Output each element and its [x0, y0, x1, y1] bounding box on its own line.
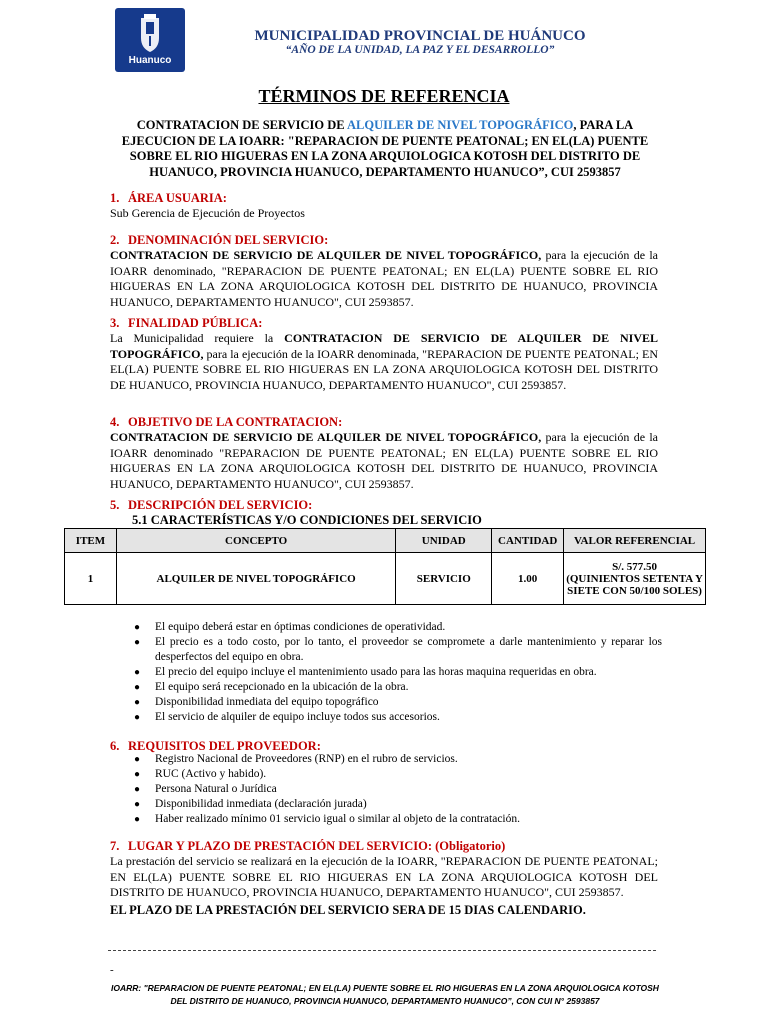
service-table: [64, 528, 706, 605]
footer-line: IOARR: "REPARACION DE PUENTE PEATONAL; EN EL(LA) PUENTE SOBRE EL RIO HIGUERAS EN LA ZONA ARQUIOLOGICA KOTOSH: [111, 983, 659, 993]
bullet-icon: ●: [134, 814, 141, 825]
footer-dash: -: [110, 964, 114, 976]
list-item: ● Haber realizado mínimo 01 servicio igual o similar al objeto de la contratación.: [134, 813, 521, 825]
table-row: [65, 553, 706, 605]
service-conditions-list: [134, 620, 662, 725]
list-item: ● El servicio de alquiler de equipo incluye todos sus accesorios.: [134, 711, 440, 723]
section-deadline: EL PLAZO DE LA PRESTACIÓN DEL SERVICIO SERA DE 15 DIAS CALENDARIO.: [110, 902, 586, 917]
page-footer: [60, 982, 710, 1008]
cell-item: 1: [65, 553, 117, 605]
bullet-icon: ●: [134, 667, 141, 678]
bullet-icon: ●: [134, 682, 141, 693]
section-area-usuaria: [110, 190, 658, 222]
section-heading: 4. OBJETIVO DE LA CONTRATACION:: [110, 415, 343, 429]
section-descripcion: [110, 497, 658, 529]
cell-concepto: ALQUILER DE NIVEL TOPOGRÁFICO: [116, 553, 395, 605]
list-item: ● Persona Natural o Jurídica: [134, 783, 277, 795]
intro-paragraph: CONTRATACION DE SERVICIO DE ALQUILER DE NIVEL TOPOGRÁFICO, PARA LA EJECUCION DE LA IOARR: "REPARACION DE PUENTE PEATONAL; EN EL(LA) PUENTE SOBRE EL RIO HIGUERAS EN LA ZONA ARQUIOLOGICA KOTOSH DEL DISTRITO DE HUANUCO, PROVINCIA HUANUCO, DEPARTAMENTO HUANUCO”, CUI 2593857: [121, 118, 649, 179]
list-item: ● El equipo será recepcionado en la ubicación de la obra.: [134, 681, 409, 693]
header-valor: VALOR REFERENCIAL: [564, 529, 706, 553]
cell-valor: [564, 553, 706, 605]
section-objetivo: [110, 414, 658, 492]
list-item: ● El equipo deberá estar en óptimas condiciones de operatividad.: [134, 621, 446, 633]
header-unidad: UNIDAD: [396, 529, 492, 553]
section-text: La Municipalidad requiere la CONTRATACION DE SERVICIO DE ALQUILER DE NIVEL TOPOGRÁFICO, para la ejecución de la IOARR denominada, "REPARACION DE PUENTE PEATONAL; EN EL(LA) PUENTE SOBRE EL RIO HIGUERAS EN LA ZONA ARQUIOLOGICA KOTOSH DEL DISTRITO DE HUANUCO, PROVINCIA HUANUCO, DEPARTAMENTO HUANUCO", CUI 2593857.: [110, 331, 658, 392]
header-concepto: CONCEPTO: [116, 529, 395, 553]
list-item: ● RUC (Activo y habido).: [134, 768, 267, 780]
header-cantidad: CANTIDAD: [492, 529, 564, 553]
document-title: TÉRMINOS DE REFERENCIA: [258, 86, 510, 106]
bullet-icon: ●: [134, 754, 141, 765]
section-heading: 6. REQUISITOS DEL PROVEEDOR:: [110, 739, 321, 753]
footer-divider: [108, 950, 656, 951]
cell-cantidad: 1.00: [492, 553, 564, 605]
section-finalidad: [110, 315, 658, 393]
list-item: ● Disponibilidad inmediata (declaración jurada): [134, 798, 367, 810]
footer-line: DEL DISTRITO DE HUANUCO, PROVINCIA HUANUCO, DEPARTAMENTO HUANUCO”, CON CUI N° 2593857: [170, 996, 600, 1006]
section-heading: 3. FINALIDAD PÚBLICA:: [110, 316, 263, 330]
logo-text: Huanuco: [128, 55, 172, 66]
table-header-row: [65, 529, 706, 553]
section-heading: 5. DESCRIPCIÓN DEL SERVICIO:: [110, 498, 313, 512]
list-item: ● El precio es a todo costo, por lo tanto, el proveedor se compromete a darle mantenimiento y reparar los desperfectos del equipo en obra.: [134, 636, 662, 663]
section-heading: 1. ÁREA USUARIA:: [110, 191, 227, 205]
bullet-icon: ●: [134, 784, 141, 795]
intro-highlight: ALQUILER DE NIVEL TOPOGRÁFICO: [347, 118, 574, 132]
section-text: La prestación del servicio se realizará en la ejecución de la IOARR, "REPARACION DE PUENTE PEATONAL; EN EL(LA) PUENTE SOBRE EL RIO HIGUERAS EN LA ZONA ARQUIOLOGICA KOTOSH DEL DISTRITO DE HUANUCO, PROVINCIA HUANUCO, DEPARTAMENTO HUANUCO", CUI 2593857.: [110, 854, 658, 899]
municipal-logo: [115, 8, 185, 72]
bullet-icon: ●: [134, 637, 141, 648]
header-item: ITEM: [65, 529, 117, 553]
subsection-heading: 5.1 CARACTERÍSTICAS Y/O CONDICIONES DEL SERVICIO: [132, 513, 482, 527]
list-item: ● El precio del equipo incluye el mantenimiento usado para las horas maquina requeridas en obra.: [134, 666, 597, 678]
bullet-icon: ●: [134, 769, 141, 780]
bullet-icon: ●: [134, 799, 141, 810]
section-text: CONTRATACION DE SERVICIO DE ALQUILER DE NIVEL TOPOGRÁFICO, para la ejecución de la IOARR denominado, "REPARACION DE PUENTE PEATONAL; EN EL(LA) PUENTE SOBRE EL RIO HIGUERAS EN LA ZONA ARQUIOLOGICA KOTOSH DEL DISTRITO DE HUANUCO, PROVINCIA HUANUCO, DEPARTAMENTO HUANUCO", CUI 2593857.: [110, 248, 658, 309]
section-denominacion: [110, 232, 658, 310]
organization-name: MUNICIPALIDAD PROVINCIAL DE HUÁNUCO: [254, 28, 586, 44]
list-item: ● Registro Nacional de Proveedores (RNP) en el rubro de servicios.: [134, 753, 458, 765]
bullet-icon: ●: [134, 622, 141, 633]
section-lugar-plazo: [110, 838, 658, 918]
section-heading: 7. LUGAR Y PLAZO DE PRESTACIÓN DEL SERVICIO: (Obligatorio): [110, 839, 506, 853]
section-heading: 2. DENOMINACIÓN DEL SERVICIO:: [110, 233, 329, 247]
section-text: CONTRATACION DE SERVICIO DE ALQUILER DE NIVEL TOPOGRÁFICO, para la ejecución de la IOARR denominado "REPARACION DE PUENTE PEATONAL; EN EL(LA) PUENTE SOBRE EL RIO HIGUERAS EN LA ZONA ARQUIOLOGICA KOTOSH DEL DISTRITO DE HUANUCO, PROVINCIA HUANUCO, DEPARTAMENTO HUANUCO", CUI 2593857.: [110, 430, 658, 491]
valor-words: (QUINIENTOS SETENTA Y SIETE CON 50/100 SOLES): [566, 572, 703, 597]
provider-requirements-list: [134, 752, 662, 827]
bullet-icon: ●: [134, 712, 141, 723]
valor-amount: S/. 577.50: [612, 560, 658, 573]
bullet-icon: ●: [134, 697, 141, 708]
list-item: ● Disponibilidad inmediata del equipo topográfico: [134, 696, 379, 708]
cell-unidad: SERVICIO: [396, 553, 492, 605]
organization-motto: “AÑO DE LA UNIDAD, LA PAZ Y EL DESARROLLO”: [285, 44, 555, 56]
section-text: Sub Gerencia de Ejecución de Proyectos: [110, 206, 305, 220]
